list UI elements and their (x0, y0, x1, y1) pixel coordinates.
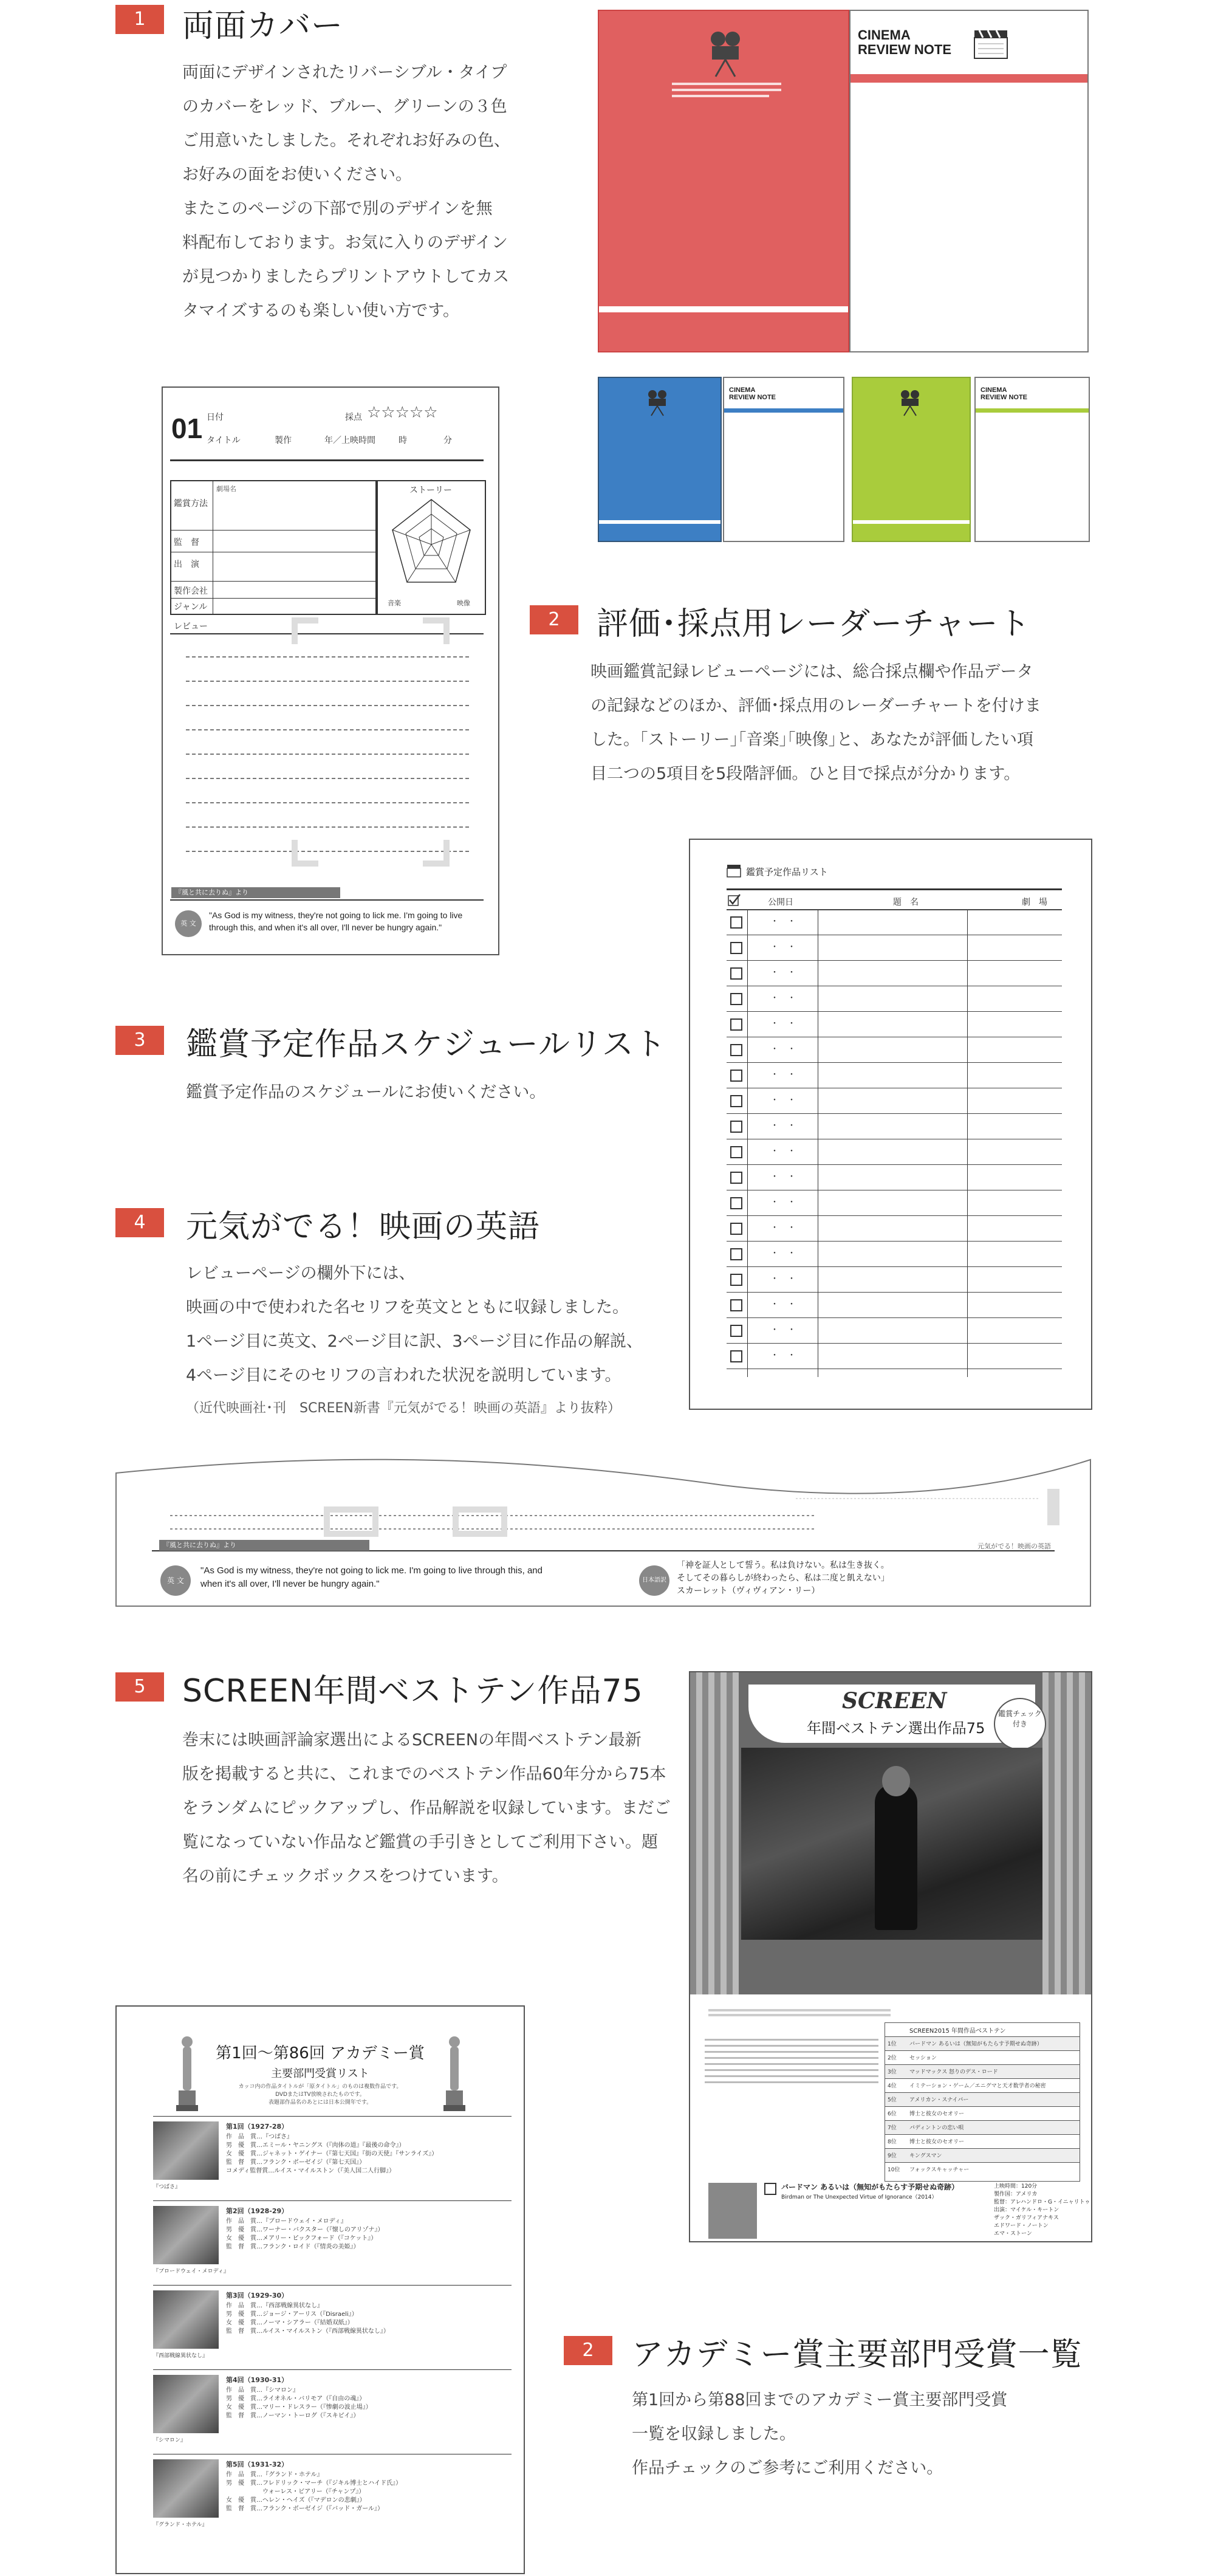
quote-strip-mock (115, 1452, 1091, 1607)
cover-title-line2: REVIEW NOTE (858, 42, 952, 57)
quote-source-tag: 『風と共に去りぬ』より (171, 887, 340, 898)
best-ten-rank: 10位 (888, 2167, 900, 2173)
award-line: 男 優 賞…ワーナー・バクスター（『懐しのアリゾナ』） (226, 2227, 384, 2233)
section-number-badge: 2 (530, 605, 578, 634)
best-ten-row (885, 2050, 1080, 2065)
award-line: 作 品 賞…『シマロン』 (226, 2387, 299, 2394)
best-ten-row (885, 2148, 1080, 2163)
academy-entry (153, 2116, 512, 2200)
section-description: 両面にデザインされたリバーシブル・タイプ のカバーをレッド、ブルー、グリーンの３色 ご用意いたしました。それぞれお好みの色、 お好みの面をお使いください。 またこのページの下部で別のデザインを無 料配布しております。お気に入りのデザイン が見つかりましたらプリントアウトしてカス タマイズするのも楽しい使い方です。 (182, 63, 510, 320)
ceremony-heading: 第4回（1930-31） (226, 2376, 289, 2384)
check-badge: 鑑賞チェック付き (994, 1698, 1046, 1750)
schedule-checkbox (730, 1121, 742, 1133)
section-title: 両面カバー (182, 8, 344, 44)
rating-stars: ☆☆☆☆☆ (367, 404, 438, 422)
col-header-date: 公開日 (768, 898, 793, 907)
strip-series-tag: 元気がでる！映画の英語 (977, 1542, 1051, 1550)
film-still-photo (153, 2206, 219, 2264)
schedule-checkbox (730, 1223, 742, 1235)
screen-bestten-page-mock (689, 1671, 1092, 2242)
blue-cover-front (598, 377, 722, 542)
film-still-photo (153, 2121, 219, 2180)
section-number-badge: 5 (115, 1672, 164, 1702)
award-line: 作 品 賞…『グランド・ホテル』 (226, 2471, 323, 2478)
best-ten-rank: 8位 (888, 2139, 897, 2145)
award-line: 男 優 賞…ライオネル・バリモア（『自由の魂』） (226, 2396, 366, 2402)
film-caption: 『ブロードウェイ・メロディ』 (153, 2269, 229, 2275)
ceremony-heading: 第1回（1927-28） (226, 2123, 289, 2131)
clapperboard-icon (973, 28, 1008, 60)
english-badge: 英 文 (160, 1565, 191, 1596)
section-title: SCREEN年間ベストテン作品75 (182, 1673, 643, 1709)
english-quote: "As God is my witness, they're not going to lick me. I'm going to live through this, and when it's all over, I'll never be hungry again." (209, 910, 463, 932)
film-still-photo (153, 2290, 219, 2349)
cover-title-line1: CINEMA (729, 386, 756, 394)
schedule-date-placeholder: ・ ・ (770, 1223, 796, 1233)
film-caption: 『シマロン』 (153, 2437, 187, 2444)
section-description: 映画鑑賞記録レビューページには、総合採点欄や作品データ の記録などのほか、評価･採点用のレーダーチャートを付けま した。｢ストーリー｣｢音楽｣｢映像｣と、あなたが評価したい項 目二つの5項目を5段階評価。ひと目で採点が分かります。 (590, 662, 1041, 783)
best-ten-row (885, 2036, 1080, 2051)
section-description: 第1回から第88回までのアカデミー賞主要部門受賞 一覧を収録しました。 作品チェックのご参考にご利用ください。 (632, 2391, 1008, 2478)
projector-icon (707, 29, 744, 78)
intro-text-block (705, 2035, 878, 2087)
film-checkbox (764, 2183, 776, 2195)
green-cover-back (974, 377, 1090, 542)
radar-pentagon-icon (389, 496, 474, 593)
best-ten-film: アメリカン・スナイパー (909, 2097, 969, 2103)
cover-title-line1: CINEMA (858, 27, 911, 43)
screen-logo: SCREEN (842, 1688, 947, 1714)
award-line: 女 優 賞…マリー・ドレスラー（『惨劇の波止場』） (226, 2404, 372, 2411)
ceremony-heading: 第5回（1931-32） (226, 2461, 289, 2468)
poster-thumbnail (708, 2183, 757, 2239)
ceremony-heading: 第2回（1928-29） (226, 2207, 289, 2215)
schedule-date-placeholder: ・ ・ (770, 1019, 796, 1029)
best-ten-film: フォックスキャッチャー (909, 2167, 970, 2173)
best-ten-film: セッション (909, 2055, 937, 2061)
academy-subtitle: 主要部門受賞リスト (271, 2067, 369, 2080)
schedule-checkbox (730, 1350, 742, 1362)
film-caption: 『西部戦線異状なし』 (153, 2353, 208, 2359)
best-ten-rank: 2位 (888, 2055, 897, 2061)
academy-title: 第1回〜第86回 アカデミー賞 (216, 2044, 425, 2063)
japanese-badge: 日本語訳 (639, 1565, 669, 1596)
film-data-table (170, 480, 377, 615)
best-ten-film: パディントンの恋い唄 (909, 2125, 964, 2131)
award-line: ウォーレス・ビアリー（『チャンプ』） (226, 2488, 365, 2495)
projector-icon (646, 389, 668, 417)
green-cover-front (852, 377, 971, 542)
hour-label: 時 (399, 436, 407, 445)
best-ten-row (885, 2120, 1080, 2135)
award-line: 女 優 賞…ジャネット・ゲイナー（『第七天国』『街の天使』『サンライズ』） (226, 2151, 438, 2157)
row-label-company: 製作会社 (174, 586, 208, 596)
schedule-checkbox (730, 1172, 742, 1184)
schedule-checkbox (730, 1325, 742, 1337)
clapperboard-icon (727, 864, 741, 878)
schedule-date-placeholder: ・ ・ (770, 917, 796, 927)
schedule-date-placeholder: ・ ・ (770, 1274, 796, 1284)
award-line: 監 督 賞…フランク・ロイド（『情炎の美姫』） (226, 2244, 360, 2250)
radar-label-music: 音楽 (388, 599, 401, 607)
row-label-genre: ジャンル (174, 602, 208, 612)
schedule-checkbox (730, 967, 742, 980)
award-line: 作 品 賞…『つばさ』 (226, 2134, 293, 2140)
cover-title-line1: CINEMA (981, 386, 1007, 394)
schedule-title: 鑑賞予定作品リスト (746, 867, 828, 878)
schedule-checkbox (730, 1095, 742, 1107)
section-title: 評価･採点用レーダーチャート (597, 606, 1031, 642)
schedule-checkbox (730, 916, 742, 929)
award-line: 監 督 賞…ノーマン・トーログ（『スキピイ』） (226, 2413, 360, 2419)
award-line: 女 優 賞…ヘレン・ヘイズ（『マデロンの悲劇』） (226, 2497, 366, 2504)
row-label-cast: 出 演 (174, 560, 199, 569)
year-label: 年／上映時間 (324, 436, 375, 445)
source-note: （近代映画社･刊 SCREEN新書『元気がでる！映画の英語』より抜粋） (186, 1401, 621, 1416)
best-ten-rank: 1位 (888, 2041, 897, 2047)
screen-page-title: 年間ベストテン選出作品75 (807, 1720, 985, 1737)
award-line: 監 督 賞…フランク・ボーゼイジ（『第七天国』） (226, 2159, 366, 2166)
best-ten-film: 博士と彼女のセオリー (909, 2111, 965, 2117)
best-ten-rank: 5位 (888, 2097, 897, 2103)
best-ten-box (885, 2022, 1080, 2182)
row-label-viewing: 鑑賞方法 (174, 499, 208, 509)
academy-notes: カッコ内の作品タイトルが「原タイトル」のものは複数作品です。 DVDまたはTV放映されたものです。 表題部作品名のあとには日本公開年です。 (238, 2084, 402, 2106)
best-ten-row (885, 2078, 1080, 2093)
section-description: 鑑賞予定作品のスケジュールにお使いください。 (186, 1083, 546, 1102)
best-ten-row (885, 2064, 1080, 2079)
best-ten-box-title: SCREEN2015 年間作品ベストテン (909, 2028, 1006, 2035)
best-ten-film: 博士と彼女のセオリー (909, 2139, 965, 2145)
section-description: 巻末には映画評論家選出によるSCREENの年間ベストテン最新 版を掲載すると共に、これまでのベストテン作品60年分から75本 をランダムにピックアップし、作品解説を収録しています。まだご 覧になっていない作品など鑑賞の手引きとしてご利用下さい。題 名の前にチェックボックスをつけています。 (182, 1731, 671, 1886)
schedule-date-placeholder: ・ ・ (770, 1198, 796, 1207)
featured-film-meta: 上映時間：120分 製作国：アメリカ 監督：アレハンドロ・G・イニャリトゥ 出演：マイケル・キートン ザック・ガリフィアナキス エドワード・ノートン エマ・ストーン (994, 2183, 1090, 2237)
rating-label: 採点 (345, 413, 362, 422)
curtain-right (1042, 1672, 1091, 1994)
award-line: 男 優 賞…エミール・ヤニングス（『肉体の道』『最後の命令』） (226, 2142, 405, 2149)
schedule-date-placeholder: ・ ・ (770, 1070, 796, 1080)
film-still-photo (153, 2459, 219, 2518)
academy-entry (153, 2454, 512, 2538)
minute-label: 分 (443, 436, 452, 445)
academy-entry (153, 2285, 512, 2369)
schedule-date-placeholder: ・ ・ (770, 1045, 796, 1054)
cover-title-line2: REVIEW NOTE (981, 394, 1028, 401)
academy-entry (153, 2369, 512, 2454)
award-line: コメディ監督賞…ルイス・マイルストン（『美人国二人行脚』） (226, 2168, 395, 2174)
japanese-quote: 「神を証人として誓う。私は負けない。私は生き抜く。 そしてその暮らしが終わったら、私は二度と飢えない」 スカーレット（ヴィヴィアン・リー） (677, 1561, 889, 1596)
featured-film-english: Birdman or The Unexpected Virtue of Ignorance（2014） (781, 2194, 937, 2200)
award-line: 作 品 賞…『ブロードウェイ・メロディ』 (226, 2218, 347, 2225)
checkbox-checked-icon (728, 893, 741, 907)
schedule-checkbox (730, 1274, 742, 1286)
schedule-checkbox (730, 1299, 742, 1311)
radar-chart-box (377, 480, 486, 615)
best-ten-rank: 7位 (888, 2125, 897, 2131)
date-label: 日付 (207, 413, 224, 422)
schedule-date-placeholder: ・ ・ (770, 994, 796, 1003)
best-ten-film: バードマン あるいは（無知がもたらす予期せぬ奇跡） (909, 2041, 1042, 2047)
english-quote: "As God is my witness, they're not going to lick me. I'm going to live through this, and when it's all over, I'll never be hungry again." (200, 1565, 542, 1589)
award-line: 女 優 賞…メアリー・ピックフォード（『コケット』） (226, 2235, 377, 2242)
section-number-badge: 2 (564, 2336, 612, 2365)
red-cover-front (598, 10, 849, 352)
section-title: 鑑賞予定作品スケジュールリスト (186, 1026, 666, 1063)
film-still-photo (741, 1748, 1042, 1940)
cover-title-line2: REVIEW NOTE (729, 394, 776, 401)
radar-label-visual: 映像 (457, 599, 470, 607)
white-cover-back (849, 10, 1089, 352)
award-line: 男 優 賞…フレドリック・マーチ（『ジキル博士とハイド氏』） (226, 2480, 402, 2487)
section-title: 元気がでる！映画の英語 (186, 1209, 541, 1245)
section-number-badge: 4 (115, 1208, 164, 1237)
schedule-date-placeholder: ・ ・ (770, 968, 796, 978)
section-description: レビューページの欄外下には、 映画の中で使われた名セリフを英文とともに収録しました。 1ページ目に英文、2ページ目に訳、3ページ目に作品の解説、 4ページ目にそのセリフの言われた状況を説明しています。 (186, 1264, 643, 1385)
schedule-checkbox (730, 1018, 742, 1031)
theater-note: 劇場名 (216, 485, 236, 493)
best-ten-film: マッドマックス 怒りのデス・ロード (909, 2069, 998, 2075)
best-ten-film: イミテーション・ゲーム／エニグマと天才数学者の秘密 (909, 2083, 1046, 2089)
award-line: 監 督 賞…ルイス・マイルストン（『西部戦線異状なし』） (226, 2328, 389, 2335)
schedule-rows (727, 909, 1062, 1377)
award-line: 男 優 賞…ジョージ・アーリス（『Disraeli』） (226, 2311, 358, 2318)
section-title: アカデミー賞主要部門受賞一覧 (632, 2337, 1083, 2373)
schedule-date-placeholder: ・ ・ (770, 1351, 796, 1361)
row-label-director: 監 督 (174, 538, 199, 548)
schedule-date-placeholder: ・ ・ (770, 1096, 796, 1105)
country-label: 製作 (275, 436, 292, 445)
ceremony-heading: 第3回（1929-30） (226, 2292, 289, 2300)
section-number-badge: 1 (115, 5, 164, 34)
quote-source-tag: 『風と共に去りぬ』より (159, 1540, 369, 1551)
schedule-list-mock (689, 839, 1092, 1410)
best-ten-rank: 6位 (888, 2111, 897, 2117)
english-badge: 英 文 (175, 910, 202, 937)
best-ten-rank: 4位 (888, 2083, 897, 2089)
schedule-checkbox (730, 1248, 742, 1260)
academy-awards-page-mock (115, 2005, 525, 2574)
best-ten-row (885, 2134, 1080, 2149)
projector-icon (899, 389, 921, 417)
schedule-date-placeholder: ・ ・ (770, 1325, 796, 1335)
best-ten-row (885, 2106, 1080, 2121)
best-ten-row (885, 2162, 1080, 2177)
schedule-date-placeholder: ・ ・ (770, 1121, 796, 1131)
section-number-badge: 3 (115, 1026, 164, 1055)
award-line: 作 品 賞…『西部戦線異状なし』 (226, 2303, 323, 2309)
academy-entries (153, 2116, 512, 2538)
best-ten-film: キングスマン (909, 2153, 942, 2159)
academy-entry (153, 2200, 512, 2285)
schedule-checkbox (730, 942, 742, 954)
page-number: 01 (171, 413, 203, 444)
schedule-checkbox (730, 1146, 742, 1158)
schedule-date-placeholder: ・ ・ (770, 1147, 796, 1156)
title-label: タイトル (207, 436, 241, 445)
best-ten-rank: 9位 (888, 2153, 897, 2159)
blue-cover-back (723, 377, 844, 542)
review-label: レビュー (174, 622, 208, 631)
award-line: 監 督 賞…フランク・ボーゼイジ（『バッド・ガール』） (226, 2506, 384, 2512)
review-page-mock (162, 386, 499, 955)
schedule-date-placeholder: ・ ・ (770, 1172, 796, 1182)
curtain-left (690, 1672, 739, 1994)
film-caption: 『つばさ』 (153, 2184, 181, 2190)
schedule-date-placeholder: ・ ・ (770, 1300, 796, 1310)
schedule-checkbox (730, 1070, 742, 1082)
schedule-checkbox (730, 993, 742, 1005)
featured-film-title: バードマン あるいは（無知がもたらす予期せぬ奇跡） (781, 2183, 959, 2191)
col-header-title: 題 名 (893, 898, 919, 907)
best-ten-row (885, 2092, 1080, 2107)
award-line: 女 優 賞…ノーマ・シアラー（『結婚双紙』） (226, 2320, 354, 2326)
schedule-date-placeholder: ・ ・ (770, 1249, 796, 1259)
film-caption: 『グランド・ホテル』 (153, 2522, 208, 2528)
film-still-photo (153, 2375, 219, 2433)
schedule-checkbox (730, 1197, 742, 1209)
radar-label-story: ストーリー (409, 486, 452, 495)
best-ten-rank: 3位 (888, 2069, 897, 2075)
col-header-theater: 劇 場 (1022, 898, 1047, 907)
schedule-checkbox (730, 1044, 742, 1056)
schedule-date-placeholder: ・ ・ (770, 943, 796, 952)
